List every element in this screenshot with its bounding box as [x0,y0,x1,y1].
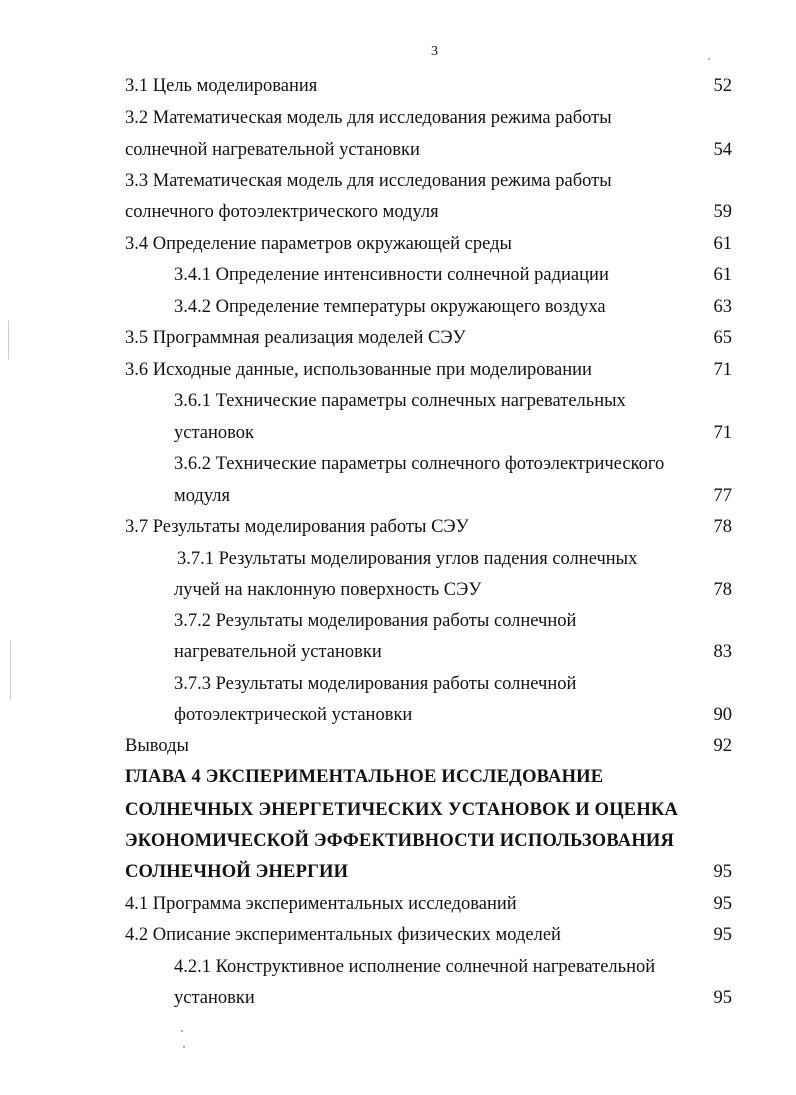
toc-entry-3-7-3-cont: фотоэлектрической установки [174,705,413,725]
scan-edge-mark [10,640,11,700]
toc-page-chapter-4: 95 [713,862,732,882]
toc-entry-3-6-1-cont: установок [174,423,254,443]
toc-page-conclusions: 92 [713,736,732,756]
toc-page-3-4: 61 [713,234,732,254]
toc-entry-3-4-1: 3.4.1 Определение интенсивности солнечной радиации [174,265,609,285]
page-number: 3 [431,44,438,59]
toc-entry-3-3-cont: солнечного фотоэлектрического модуля [125,202,439,222]
scan-edge-mark [8,320,9,360]
toc-entry-3-7-2-cont: нагревательной установки [174,642,382,662]
toc-entry-3-7: 3.7 Результаты моделирования работы СЭУ [125,517,469,537]
chapter-4-heading-line-3: ЭКОНОМИЧЕСКОЙ ЭФФЕКТИВНОСТИ ИСПОЛЬЗОВАНИЯ [125,831,675,851]
toc-page-3-3: 59 [713,202,732,222]
toc-page-3-5: 65 [713,328,732,348]
toc-entry-3-2: 3.2 Математическая модель для исследования режима работы [125,108,612,128]
toc-page-3-6-1: 71 [713,423,732,443]
toc-entry-4-1: 4.1 Программа экспериментальных исследований [125,894,517,914]
toc-page-3-7-2: 83 [713,642,732,662]
scan-speck [183,1046,185,1048]
chapter-4-heading-line-4: СОЛНЕЧНОЙ ЭНЕРГИИ [125,862,349,882]
toc-page-3-7: 78 [713,517,732,537]
toc-entry-3-7-1-cont: лучей на наклонную поверхность СЭУ [174,580,482,600]
toc-entry-3-6-1: 3.6.1 Технические параметры солнечных нагревательных [174,391,626,411]
scan-speck [181,1030,183,1032]
toc-page-3-1: 52 [713,76,732,96]
chapter-4-heading-line-2: СОЛНЕЧНЫХ ЭНЕРГЕТИЧЕСКИХ УСТАНОВОК И ОЦЕНКА [125,800,679,820]
toc-entry-conclusions: Выводы [125,736,189,756]
toc-page-3-6-2: 77 [713,486,732,506]
toc-page-3-6: 71 [713,360,732,380]
toc-entry-3-3: 3.3 Математическая модель для исследования режима работы [125,171,612,191]
scan-speck [708,58,710,60]
toc-entry-4-2-1-cont: установки [174,988,255,1008]
toc-entry-3-4-2: 3.4.2 Определение температуры окружающего воздуха [174,297,606,317]
toc-page-3-7-1: 78 [713,580,732,600]
toc-entry-3-7-2: 3.7.2 Результаты моделирования работы солнечной [174,611,577,631]
toc-entry-3-7-1: 3.7.1 Результаты моделирования углов падения солнечных [177,549,638,569]
toc-entry-3-4: 3.4 Определение параметров окружающей среды [125,234,512,254]
toc-page-3-4-1: 61 [713,265,732,285]
toc-page-4-1: 95 [713,894,732,914]
toc-entry-3-7-3: 3.7.3 Результаты моделирования работы солнечной [174,674,577,694]
toc-entry-4-2-1: 4.2.1 Конструктивное исполнение солнечной нагревательной [174,957,656,977]
toc-page-4-2-1: 95 [713,988,732,1008]
toc-entry-3-2-cont: солнечной нагревательной установки [125,140,420,160]
toc-entry-3-6-2-cont: модуля [174,486,231,506]
toc-entry-3-6: 3.6 Исходные данные, использованные при моделировании [125,360,592,380]
toc-page-3-4-2: 63 [713,297,732,317]
toc-entry-3-6-2: 3.6.2 Технические параметры солнечного фотоэлектрического [174,454,665,474]
chapter-4-heading-line-1: ГЛАВА 4 ЭКСПЕРИМЕНТАЛЬНОЕ ИССЛЕДОВАНИЕ [125,767,604,787]
toc-page-4-2: 95 [713,925,732,945]
toc-entry-4-2: 4.2 Описание экспериментальных физических моделей [125,925,561,945]
toc-page-3-2: 54 [713,140,732,160]
toc-entry-3-5: 3.5 Программная реализация моделей СЭУ [125,328,466,348]
toc-entry-3-1: 3.1 Цель моделирования [125,76,318,96]
toc-page-3-7-3: 90 [713,705,732,725]
